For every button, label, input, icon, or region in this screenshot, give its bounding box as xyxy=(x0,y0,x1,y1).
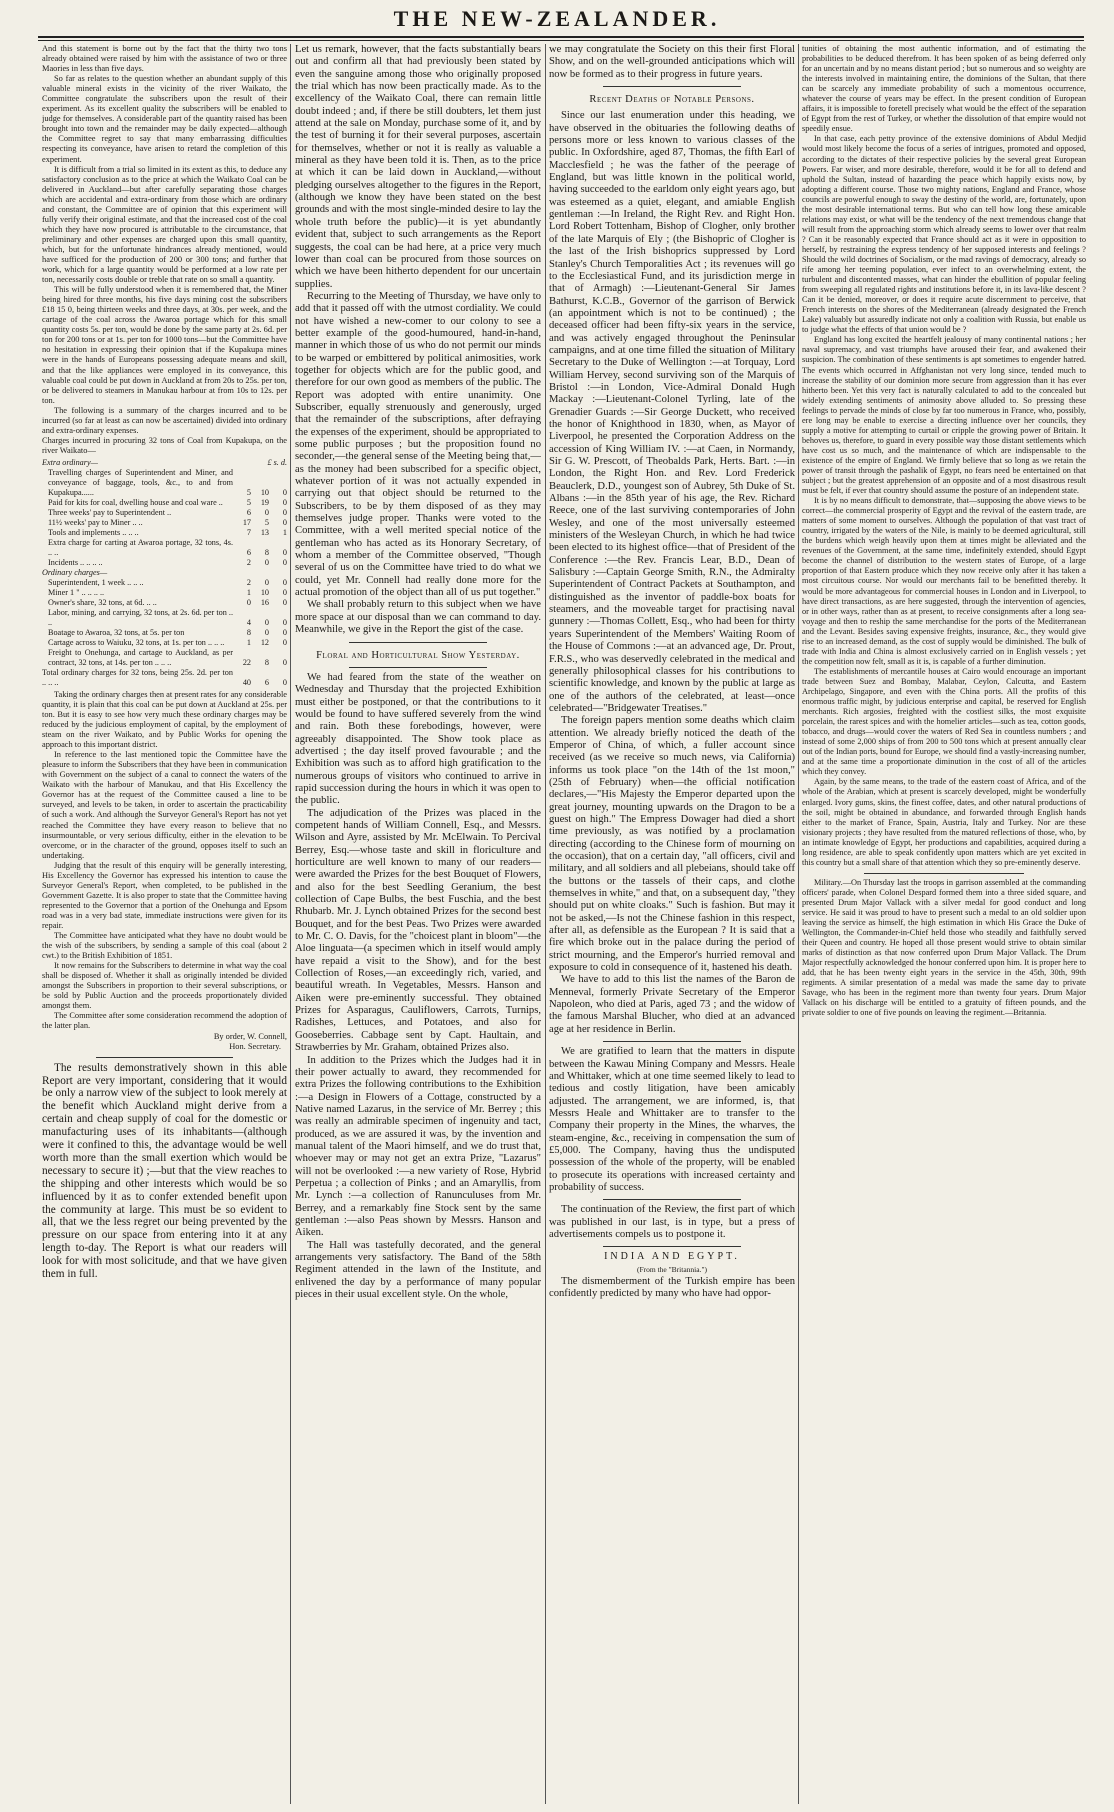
charge-pence: 0 xyxy=(282,587,287,597)
charge-shillings: 8 xyxy=(264,547,269,557)
paragraph: Military.—On Thursday last the troops in garrison assembled at the commanding officers' parade, when Colonel Despard formed them into a three sided square, and presented Drum Major Vallack with a silver medal for good conduct and long service. He said it was proud to have to present such a medal to an old soldier upon leaving the service as himself, the high estimation in which His Grace the Duke of Wellington, the Commander-in-Chief held those who steadily and faithfully served their Queen and country. He hoped all those present would strive to obtain similar marks of distinction as that now conferred upon Drum Major Vallack. The Drum Major respectfully acknowledged the honour conferred upon him. It is proper here to add, that he has been twenty eight years in the service in the 45th, 30th, 99th regiments. A similar presentation of a medal was made the same day to private Savage, who has been in the regiment more than twenty four years. Drum Major Vallack on his discharge will be entitled to a gratuity of fifteen pounds, and the private soldier to one of five pounds on leaving the regiment.—Britannia. xyxy=(802,877,1086,1018)
charge-pounds: 2 xyxy=(246,577,251,587)
charge-row xyxy=(42,518,287,528)
charge-pence: 0 xyxy=(282,507,287,517)
paragraph: We are gratified to learn that the matters in dispute between the Kawau Mining Company and Messrs. Heale and Whittaker, which at one time seemed likely to lead to tedious and costly litigation, have been amicably adjusted. The arrangement, we are informed, is, that Messrs Heale and Whittaker are to transfer to the Company their property in the Mines, the wharves, the steam-engine, &c., receiving in compensation the sum of £5,000. The Company, having thus the undisputed possession of the whole of the property, will be enabled to prosecute its operations with increased certainty and probability of success. xyxy=(549,1046,795,1193)
charge-pounds: 22 xyxy=(242,657,251,667)
total-pence: 0 xyxy=(282,677,287,687)
charge-label: Labor, mining, and carrying, 32 tons, at 2s. 6d. per ton .. .. xyxy=(48,607,233,627)
charge-pounds: 2 xyxy=(246,557,251,567)
charge-shillings: 12 xyxy=(260,637,269,647)
article-heading: Floral and Horticultural Show Yesterday. xyxy=(316,649,520,661)
charge-row xyxy=(42,628,287,638)
section-rule xyxy=(603,1199,741,1200)
paragraph: In that case, each petty province of the extensive dominions of Abdul Medjid would most likely become the focus of a series of intrigues, promoted and opposed, according to the dictates of their respective policies by the several great European Powers. Far wiser, and more desirable, therefore, would it be for all to defend and uphold the Sultan, instead of hazarding the peace which happily exists now, by adopting a different course. Those two mighty nations, England and France, whose councils are powerful enough to sway the destiny of the world, are, fortunately, upon the most desirable international terms. But who can tell how long these amicable relations may exist, or what will be the tendency of the next tremendous change that will result from the approaching storm which already seems to lower over that realm ? Can it be reasonably expected that France should act as it were in opposition to herself, by restraining the express tendency of her supposed interests and feelings ? Should the wild doctrines of Socialism, or the mad ravings of democracy, already so rife among her teeming population, ever infect to an overwhelming extent, the turbulent and discontented masses, what can hinder the ebullition of popular feeling from sweeping all regulated rights and institutions before it, in its lava-like descent ? Can it be denied, moreover, or does it require acute discernment to perceive, that French interests on the shores of the Mediterranean (already designated the French Lake) valuably but assuredly indicate not only a coalition with Russia, but enable us to judge what the effects of that union would be ? xyxy=(802,134,1086,335)
ordinary-charges-label: Ordinary charges— xyxy=(42,567,108,577)
charge-pence: 0 xyxy=(282,597,287,607)
total-shillings: 6 xyxy=(264,677,269,687)
paragraph: The foreign papers mention some deaths which claim attention. We already briefly noticed the death of the Emperor of China, of which, a fuller account since received (as we receive so much news, via California) informs us took place "on the 14th of the 1st moon," (25th of February) when—the official notification declares,—"His Majesty the Emperor departed upon the great journey, mounting upwards on the Dragon to be a guest on high." The Empress Dowager had died a short time previously, as was notified by a proclamation directing (according to the Chinese form of mourning on the occasion), that on a certain day, "all officers, civil and military, and all soldiers and all plebeians, should take off the buttons or the tassels of their caps, and clothe themselves in white," and that, on a subsequent day, "they should put on white cloaks." Such is fashion. But may it not be asked,—Is not the Chinese fashion in this respect, after all, as defensible as the European ? It is said that a fire which broke out in the palace during the period of strict mourning, and the Emperor's hurried removal and exposure to cold in consequence of it, hastened his death. xyxy=(549,715,795,974)
charge-pounds: 7 xyxy=(246,527,251,537)
masthead: THE NEW-ZEALANDER. xyxy=(393,6,721,31)
extra-ordinary-label: Extra ordinary— xyxy=(42,457,98,467)
paragraph: And this statement is borne out by the fact that the thirty two tons already obtained were raised by him with the assistance of two or three Maories in less than five days. xyxy=(42,44,287,74)
charge-pounds: 0 xyxy=(246,597,251,607)
paragraph: In addition to the Prizes which the Judges had it in their power actually to award, they recommended for extra Prizes the following contributions to the Exhibition :—a Design in Flowers of a Cottage, constructed by a Native named Lazarus, in the service of Mr. Berrey ; this was really an admirable specimen of ingenuity and tact, produced, as we are assured it was, by the invention and manual talent of the Maori himself, and we do trust that, whoever may or may not get an extra Prize, "Lazarus" will not be overlooked :—a new variety of Rose, Hybrid Perpetua ; a collection of Pinks ; and an Amaryllis, from Mr. Lynch :—a collection of Ranunculuses from Mr. Berrey, and a remarkably fine Stock sent by the same gentleman :—also Peas shown by Messrs. Hanson and Aiken. xyxy=(295,1054,541,1239)
ordinary-rows xyxy=(42,578,287,668)
charge-row xyxy=(42,558,287,568)
paragraph: It now remains for the Subscribers to determine in what way the coal shall be disposed of. Whether it shall as originally intended be divided amongst the Subscribers in proportion to their several subscriptions, or be sold by Public Auction and the proceeds proportionately divided amongst them. xyxy=(42,961,287,1011)
charge-pence: 0 xyxy=(282,497,287,507)
paragraph: We have to add to this list the names of the Baron de Menneval, formerly Private Secretary of the Emperor Napoleon, who died at Paris, aged 73 ; and the widow of the famous Marshal Blucher, who died at an advanced age at her residence in Berlin. xyxy=(549,974,795,1035)
charge-label: Miner 1 " .. .. .. .. xyxy=(48,587,105,597)
section-rule xyxy=(603,86,741,87)
section-rule xyxy=(603,1246,741,1247)
paragraph: In reference to the last mentioned topic the Committee have the pleasure to inform the Subscribers that they have been in communication with Government on the subject of a canal to connect the waters of the Waikato with the harbour of Manukau, and that His Excellency the Governor has at the request of the Committee caused a line to be surveyed, and levels to be taken, in order to ascertain the practicability of such a work. And although the Surveyor General's Report has not yet reached the Committee they have every reason to believe that no insurmountable, or very serious difficulty, either in the elevation to be overcome, or in the character of the ground, opposes itself to such an undertaking. xyxy=(42,750,287,860)
masthead-rule xyxy=(38,36,1084,38)
charge-row xyxy=(42,578,287,588)
total-pounds: 40 xyxy=(242,677,251,687)
charge-label: Boatage to Awaroa, 32 tons, at 5s. per ton xyxy=(48,627,185,637)
column-2 xyxy=(295,44,541,1806)
charge-shillings: 0 xyxy=(264,557,269,567)
paragraph: So far as relates to the question whether an abundant supply of this valuable mineral exists in the vicinity of the river Waikato, the Committee congratulate the subscribers upon the result of their experiment. As its excellent quality the subscribers will be enabled to judge for themselves. A considerable part of the quantity raised has been brought into town and the remainder may be daily expected—although the Committee regret to say that many embarrassing difficulties respecting its conveyance, have arisen to retard the completion of this experiment. xyxy=(42,74,287,164)
charge-pence: 0 xyxy=(282,557,287,567)
paragraph: The Committee have anticipated what they have no doubt would be the wish of the subscribers, by sending a sample of this coal (about 2 cwt.) to the British Exhibition of 1851. xyxy=(42,931,287,961)
charge-label: Superintendent, 1 week .. .. .. xyxy=(48,577,144,587)
total-row xyxy=(42,668,287,688)
paragraph: The results demonstratively shown in this able Report are very important, considering that it would be only a narrow view of the subject to look merely at the benefit which Auckland might derive from a certain and cheap supply of coal for the domestic or manufacturing uses of its inhabitants—(although were it confined to this, the advantage would be well worth more than the small exertion which would be necessary to secure it) ;—but that the view reaches to the shipping and other interests which would be so influenced by it as to confer extended benefit upon the community at large. This must be so evident to all, that we the less regret our being prevented by the pressure on our space from entering into it at any length to-day. The Report is what our readers will look for with most solicitude, and that we have given them in full. xyxy=(42,1061,287,1281)
charge-row xyxy=(42,588,287,598)
charge-pounds: 8 xyxy=(246,627,251,637)
charge-label: Owner's share, 32 tons, at 6d. .. .. xyxy=(48,597,157,607)
charge-pence: 0 xyxy=(282,487,287,497)
paragraph: Judging that the result of this enquiry will be generally interesting, His Excellency the Governor has expressed his intention to cause the Surveyor General's Report, when completed, to be published in the Government Gazette. It is also proper to state that the Committee having represented to the Governor that a portion of the Onehunga and Epsom road was in a very bad state, immediate instructions were given for its repair. xyxy=(42,860,287,930)
section-rule xyxy=(864,873,1023,874)
section-rule xyxy=(603,1041,741,1042)
article-heading: Recent Deaths of Notable Persons. xyxy=(589,94,755,106)
paragraph: We shall probably return to this subject when we have more space at our disposal than we can command to day. Meanwhile, we give in the Report the gist of the case. xyxy=(295,599,541,636)
charge-pence: 0 xyxy=(282,577,287,587)
charge-label: Travelling charges of Superintendent and Miner, and conveyance of baggage, tools, &c., to and from Kupakupa...... xyxy=(48,467,233,497)
charge-row xyxy=(42,638,287,648)
paragraph: The adjudication of the Prizes was placed in the competent hands of William Connell, Esq., and Messrs. Wilson and Ayre, assisted by Mr. McElwain. To Percival Berrey, Esq.—whose taste and skill in floriculture and horticulture are well known to many of our readers—were awarded the Prizes for the best Bouquet of Flowers, and also for the best Seedling Geranium, the best collection of Cape Bulbs, the best Fuschia, and the best Rhubarb. Mr. J. Lynch obtained Prizes for the second best Bouquet, and for the best Peas. Two Prizes were awarded to Mr. C. O. Davis, for the "choicest plant in bloom"—the Aloe linguata—(a specimen which in itself would amply have repaid a visit to the Show), and for the best Collection of Roses,—an exceedingly rich, varied, and beautiful wreath. In Vegetables, Messrs. Hanson and Aiken were pre-eminently successful. They obtained Prizes for Asparagus, Cauliflowers, Carrots, Turnips, Radishes, Lettuces, and Potatoes, and also for Gooseberries. Cabbage sent by Capt. Haultain, and Strawberries by Mr. Graham, obtained Prizes also. xyxy=(295,807,541,1054)
charge-shillings: 10 xyxy=(260,587,269,597)
charge-shillings: 0 xyxy=(264,617,269,627)
paragraph: The continuation of the Review, the first part of which was published in our last, is in type, but a press of advertisements compels us to postpone it. xyxy=(549,1204,795,1240)
column-divider xyxy=(798,44,799,1804)
extra-rows xyxy=(42,468,287,568)
section-rule xyxy=(349,642,487,643)
charge-shillings: 0 xyxy=(264,577,269,587)
paragraph: we may congratulate the Society on this their first Floral Show, and on the well-grounded anticipations which will now be formed as to their progress in future years. xyxy=(549,44,795,80)
charge-pounds: 1 xyxy=(246,587,251,597)
column-divider xyxy=(545,44,546,1804)
charge-label: Three weeks' pay to Superintendent .. xyxy=(48,507,172,517)
paragraph: Since our last enumeration under this heading, we have observed in the obituaries the following deaths of persons more or less known to various classes of the public. In Oxfordshire, aged 87, Thomas, the fifth Earl of Macclesfield ; he was the father of the peerage of England, but was little known in the political world, having succeeded to the earldom only eight years ago, but was esteemed as a quiet, elegant, and amiable English gentleman :—In Ireland, the Right Rev. and Right Hon. Lord Robert Tottenham, Bishop of Clogher, only brother of the late Marquis of Ely ; (the Bishopric of Clogher is the last of the Irish bishoprics suppressed by Lord Stanley's Church Temporalities Act ; its revenues will go to the Ecclesiastical Fund, and its jurisdiction merge in that of Armagh) :—Lieutenant-General Sir James Bathurst, K.C.B., Governor of the garrison of Berwick (an appointment which is not to be continued) ; the deceased officer had been fifty-six years in the service, and was actively engaged throughout the Peninsular campaigns, and at one time filled the situation of Military Secretary to the Duke of Wellington :—at Torquay, Lord William Hervey, second surviving son of the Marquis of Bristol :—in London, Vice-Admiral Donald Hugh Mackay :—Lieutenant-Colonel Tyrling, late of the Grenadier Guards :—Sir George Duckett, who received the honor of Knighthood in 1830, when, as Mayor of Liverpool, he presented the Corporation Address on the accession of King William IV. :—at Caen, in Normandy, Sir G. W. Prescott, of Theobalds Park, Herts. Bart. :—in London, the Right Hon. and Rev. Lord Frederick Beauclerk, D.D., youngest son of Aubrey, 5th Duke of St. Albans :—in the 85th year of his age, the Rev. Richard Reece, one of the last surviving contemporaries of John Wesley, and one of the most universally esteemed ministers of the Wesleyan Church, in which he had twice been elected to its highest office—that of President of the Conference :—the Rev. Francis Lear, B.D., Dean of Salisbury :—Captain George Smith, R.N., the Admiralty Superintendent of Contract Packets at Southampton, and distinguished as the inventor of paddle-box boats for steamers, and the moveable target for practising naval gunnery :—Thomas Collett, Esq., who had been for thirty years Superintendent of the Members' Waiting Room of the House of Commons :—at an advanced age, Dr. Prout, F.R.S., who was deservedly celebrated in the medical and generally philosophical classes for his contributions to scientific knowledge, and known by the public at large as one of the authors of the celebrated, at least—once celebrated—"Bridgewater Treatises." xyxy=(549,110,795,714)
paragraph: The establishments of mercantile houses at Cairo would encourage an important trade between Suez and Bombay, Malabar, Ceylon, Calcutta, and Eastern Archipelago, Singapore, and even with the China ports. All the profits of this enormous traffic might, by judicious enterprise and capital, be reserved for English merchants. Rich argosies, freighted with the costliest silks, the most exquisite porcelain, the rarest spices and with the homelier articles—such as tea, cotton goods, tobacco, and drugs—would cover the waters of Red Sea in countless numbers ; and instead of some 2,000 ships of from 200 to 500 tons which at present annually clear out of the Indian ports, bound for Europe, we should find a vastly-increasing number, and at the same time a proportionate diminution in the cost of all of the articles which they convey. xyxy=(802,666,1086,777)
charge-shillings: 8 xyxy=(264,657,269,667)
total-label: Total ordinary charges for 32 tons, being 25s. 2d. per ton .. .. .. xyxy=(42,667,233,687)
charge-pounds: 6 xyxy=(246,547,251,557)
charge-row xyxy=(42,508,287,518)
signature-title: Hon. Secretary. xyxy=(229,1041,281,1051)
charge-shillings: 13 xyxy=(260,527,269,537)
charge-pounds: 5 xyxy=(246,497,251,507)
paragraph: The Committee after some consideration recommend the adoption of the latter plan. xyxy=(42,1011,287,1031)
charge-shillings: 0 xyxy=(264,507,269,517)
charge-shillings: 16 xyxy=(260,597,269,607)
paragraph: It is by no means difficult to demonstrate, that—supposing the above views to be correct—the commercial prosperity of Egypt and the revival of the eastern trade, are matters of some moment to ourselves. Although the population of that vast tract of country, irrigated by the waters of the Nile, is mainly to be deemed agricultural, still the burdens which weigh heavily upon them at times might be alleviated and the revenues of the Government, at the same time, indefinitely extended, should Egypt become the channel of distribution to the western states of Europe, of a large proportion of that Eastern produce which they now receive only after it has taken a most circuitous course. Nor would our merchants fail to be benefitted thereby. It would be more advantageous for commercial houses in London and in Liverpool, to have direct transactions, as are here suggested, through the intervention of agencies, or in other ways, rather than as at present, to receive consignments after a long sea-voyage and then to reship the same merchandise for the ports of the Mediterranean and the Levant. Besides saving expensive freights, insurance, &c., they would give rise to an increased demand, as the cost of supply would be diminished. The bulk of trade with India and China is almost exclusively carried on in English vessels ; yet the competition now felt, small as it is, is capable of a further diminution. xyxy=(802,496,1086,666)
charge-pence: 0 xyxy=(282,547,287,557)
charge-pence: 0 xyxy=(282,657,287,667)
charge-shillings: 0 xyxy=(264,627,269,637)
charge-pence: 0 xyxy=(282,517,287,527)
charge-pence: 0 xyxy=(282,617,287,627)
charge-label: Incidents .. .. .. .. xyxy=(48,557,103,567)
paragraph: Let us remark, however, that the facts substantially bears out and confirm all that had previously been stated by even the sanguine among those who originally proposed the trial which has now been practically made. As to the excellency of the Waikato Coal, there can remain little doubt indeed ; and, if there be still doubters, let them just attend at the sale on Monday, purchase some of it, and by the test of burning it for their several purposes, ascertain for themselves, whether or not it is really as valuable a mineral as they have been told it is. Then, as to the price at which it can be laid down in Auckland,—without pledging ourselves altogether to the figures in the Report, (although we know they have been stated on the best grounds and with the most single-minded desire to lay the whole truth before the public)—it is yet abundantly evident that, subject to such arrangements as the Report suggests, the coal can be had here, at a price very much lower than coal can be procured from those sources on which we have been hitherto dependent for our uncertain supplies. xyxy=(295,44,541,290)
paragraph: The Hall was tastefully decorated, and the general arrangements very satisfactory. The Band of the 58th Regiment attended in the lawn of the Institute, and enlivened the day by a performance of many popular pieces in their usual excellent style. On the whole, xyxy=(295,1239,541,1301)
column-3 xyxy=(549,44,795,1806)
paragraph: The dismemberment of the Turkish empire has been confidently predicted by many who have had oppor- xyxy=(549,1276,795,1300)
charge-pounds: 6 xyxy=(246,507,251,517)
charge-pence: 0 xyxy=(282,637,287,647)
paragraph: tunities of obtaining the most authentic information, and of estimating the probabilities to be deduced therefrom. It has been spoken of as being deferred only for an uncertain and by no means distant period ; but so numerous and so weighty are the interests involved in maintaining entire, the dominions of the Sultan, that there can be scarcely any immediate probability of such a momentous occurrence, whatever the course of years may be effect. In the present condition of European affairs, it is impossible to foretell precisely what would be the effect of the separation of Egypt from the rest of Turkey, or whether the dissolution of that empire would not speedily ensue. xyxy=(802,44,1086,134)
charge-label: Extra charge for carting at Awaroa portage, 32 tons, 4s. .. .. xyxy=(48,537,233,557)
column-1 xyxy=(42,44,287,1806)
charge-pounds: 1 xyxy=(246,637,251,647)
paragraph: Again, by the same means, to the trade of the eastern coast of Africa, and of the whole of the Arabian, which at present is scarcely developed, might be wonderfully enlarged. Ivory gums, skins, the finest coffee, dates, and other natural productions of the soil, might be obtained in abundance, and forwarded through English hands either to the market of France, Spain, Austria, Italy and Turkey. Nor are these visionary projects ; they have resulted from the matured reflections of those, who, by an intimate knowledge of Egypt, her productions and capabilities, acquired during a long residence, are able to speak confidently upon matters which are yet excited in this country but a small share of that attention which they so pre-eminently deserve. xyxy=(802,777,1086,867)
charge-pounds: 5 xyxy=(246,487,251,497)
table-title: Charges incurred in procuring 32 tons of Coal from Kupakupa, on the river Waikato— xyxy=(42,435,287,455)
charge-shillings: 5 xyxy=(264,517,269,527)
charge-row xyxy=(42,528,287,538)
charge-row xyxy=(42,598,287,608)
charge-pence: 1 xyxy=(282,527,287,537)
paragraph: The following is a summary of the charges incurred and to be incurred (so far at least as can now be ascertained) divided into ordinary and extra-ordinary expenses. xyxy=(42,405,287,435)
charge-label: Cartage across to Waiuku, 32 tons, at 1s. per ton .. .. .. xyxy=(48,637,225,647)
section-rule xyxy=(96,1057,233,1058)
paragraph: We had feared from the state of the weather on Wednesday and Thursday that the projected Exhibition must either be postponed, or that the contributions to it would be found to have suffered severely from the wind and rain. Both these forebodings, however, were agreeably disappointed. The Show took place as advertised ; the day itself proved favourable ; and the Exhibition was such as to afford high gratification to the numerous groups of visitors who continued to arrive in rapid succession during the hours in which it was open to the public. xyxy=(295,671,541,807)
charge-row xyxy=(42,468,287,498)
charge-label: Paid for kits for coal, dwelling house and coal ware .. xyxy=(48,497,223,507)
signature-order: By order, W. Connell, xyxy=(213,1031,287,1041)
charge-shillings: 19 xyxy=(260,497,269,507)
charge-row xyxy=(42,538,287,558)
charge-row xyxy=(42,608,287,628)
charge-pence: 0 xyxy=(282,627,287,637)
paragraph: England has long excited the heartfelt jealousy of many continental nations ; her naval supremacy, and vast triumphs have aroused their fear, and awakened their suspicion. The combination of these sentiments is apt sometimes to engender hatred. The events which occurred in Affghanistan not very long since, tended much to increase the stability of our dominion more secure from aggression than it has ever hitherto been. Yet this very fact is naturally calculated to add to the concealed but widely extending sentiments of animosity above alluded to. So pressing these feelings to pervade the minds of close by far too numerous in France, who, possibly, ere long may be enable to exercise a directing influence over her councils, they supply a motive for attempting to curtail or cripple the growing power of Britain. It behoves us, therefore, to guard in every possible way those distant settlements which have cost us so much, and the maintenance of which are indispensable to the existence of the empire of England. We firmly believe that so long as we retain the power of transit through the pashalik of Egypt, no fears need be entertained on that subject ; but the greatest apprehension of an opposite and of a most disastrous result must be felt, if ever that country should assume the posture of an independent state. xyxy=(802,335,1086,496)
charge-row xyxy=(42,498,287,508)
charge-label: 11½ weeks' pay to Miner .. .. xyxy=(48,517,143,527)
article-heading: INDIA AND EGYPT. xyxy=(604,1251,740,1263)
charge-label: Freight to Onehunga, and cartage to Auckland, as per contract, 32 tons, at 14s. per ton .. .. .. xyxy=(48,647,233,667)
charges-table xyxy=(42,458,287,688)
column-divider xyxy=(290,44,291,1804)
column-4 xyxy=(802,44,1086,1806)
paragraph: This will be fully understood when it is remembered that, the Miner being hired for three months, his five days mining cost the subscribers £18 15 0, being thirteen weeks and three days, at 30s. per week, and the cartage of the coal across the Awaroa portage which for this small quantity costs 5s. per ton, would be done by the same party at 2s. 6d. per ton for 200 tons or at 1s. per ton for 1000 tons—but the Committee have no hesitation in expressing their opinion that if the Kupakupa mines were in the hands of Europeans possessing adequate means and skill, and that the like appliances were employed in its conveyance, this valuable coal could be put down in Auckland at from 20s to 25s. per ton, or be delivered to steamers in Manukau harbour at from 10s to 12s. per ton. xyxy=(42,285,287,405)
charge-pounds: 4 xyxy=(246,617,251,627)
currency-header: £ s. d. xyxy=(267,457,287,467)
paragraph: Recurring to the Meeting of Thursday, we have only to add that it passed off with the utmost cordiality. We could not have wished a new-comer to our colony to see a better example of the good-humoured, hand-in-hand, manner in which those of us who do not permit our minds to be warped or embittered by political animosities, work together for objects which are for the public good, and therefore for our own good as members of the public. The Report was adopted with entire unanimity. One Subscriber, equally strenuously and generously, urged that the remainder of the subscriptions, after defraying the expenses of the experiment, should be appropriated to some public purposes ; but the proposition found no seconder,—the general sense of the Meeting being that,—as the money had been subscribed for a specific object, whatever portion of it was not actually expended in carrying out that object should be returned to the Subscribers, to be by them disposed of as they may themselves judge proper. Thanks were voted to the Committee, with a well merited special notice of the gentleman who has acted as its Honorary Secretary, of whom a member of the Committee observed, "Though several of us on the Committee have tried to do what we could, yet Mr. Connell had really done more for the actual promotion of the object than all of us put together." xyxy=(295,290,541,599)
charge-row xyxy=(42,648,287,668)
charge-label: Tools and implements .. .. .. xyxy=(48,527,139,537)
masthead-rule-thin xyxy=(38,40,1084,41)
charge-shillings: 10 xyxy=(260,487,269,497)
article-source: (From the "Britannia.") xyxy=(636,1264,708,1274)
paragraph: It is difficult from a trial so limited in its extent as this, to deduce any satisfactory conclusion as to the price at which the Waikato Coal can be delivered in Auckland—but after carefully separating those charges which are accidental and extra-ordinary from those which are ordinary and constant, the Committee are of opinion that this experiment will fully verify their original estimate, and that the increased cost of the coal which they have now procured is attributable to the circumstance, that preliminary and other expenses are charged upon this small quantity, which, but for the unfortunate hindrances already mentioned, would have sufficed for the production of 200 or 300 tons; and further that work, which for a large quantity would be performed at a low rate per ton, necessarily costs double or treble that rate on so small a quantity. xyxy=(42,164,287,285)
paragraph: Taking the ordinary charges then at present rates for any considerable quantity, it is plain that this coal can be put down at Auckland at 25s. per ton. But it is easy to see how very much these ordinary charges may be reduced by the judicious employment of capital, by the employment of steam on the river Waikato, and by Public Works for opening the approach to this important district. xyxy=(42,689,287,750)
section-rule xyxy=(349,667,487,668)
charge-pounds: 17 xyxy=(242,517,251,527)
